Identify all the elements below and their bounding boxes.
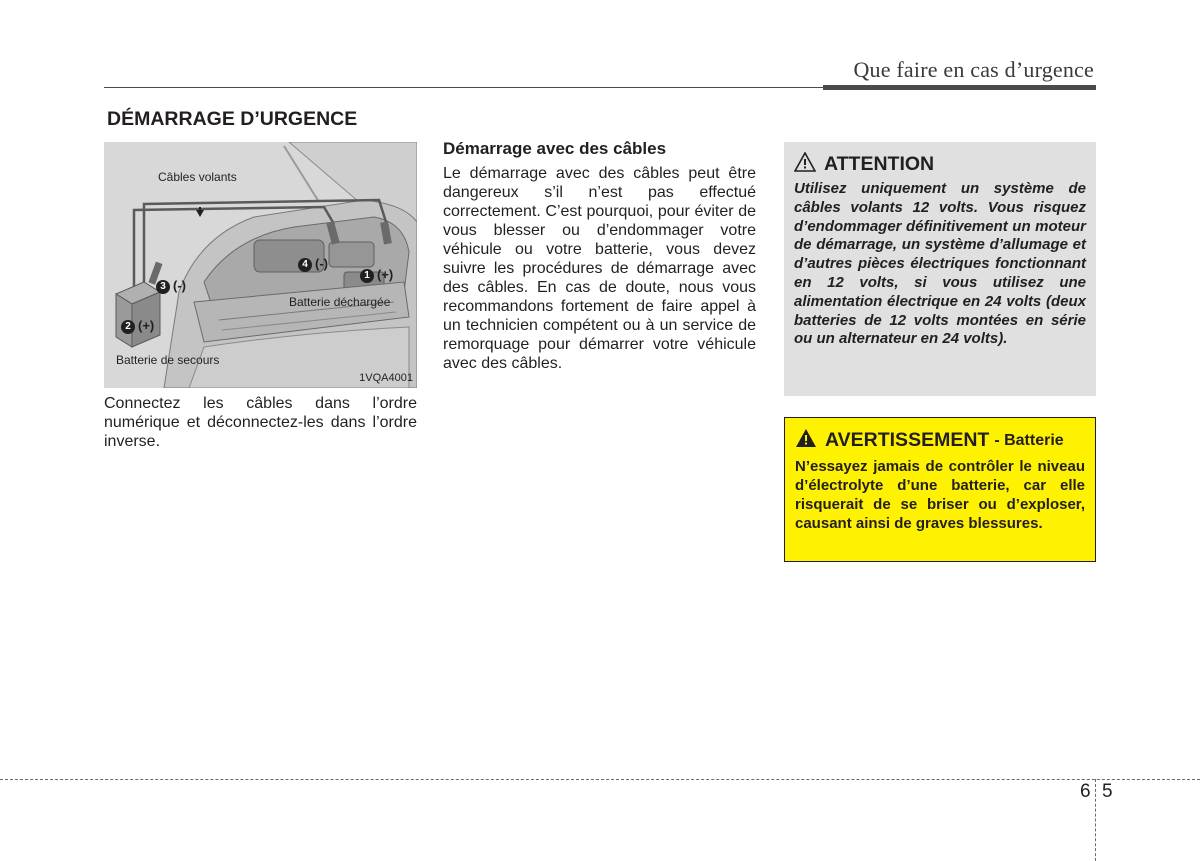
page-header-title: Que faire en cas d’urgence — [853, 57, 1094, 82]
callout-4-polarity: (-) — [315, 256, 328, 271]
jump-start-illustration — [104, 142, 417, 388]
callout-3-number: 3 — [156, 280, 170, 294]
discharged-battery-label: Batterie déchargée — [289, 295, 391, 309]
page-number: 5 — [1102, 781, 1113, 802]
callout-1-polarity: (+) — [377, 267, 394, 282]
figure-code: 1VQA4001 — [359, 372, 413, 384]
section-title: DÉMARRAGE D’URGENCE — [107, 108, 358, 130]
attention-box — [784, 142, 1096, 396]
footer-divider — [0, 779, 1200, 780]
callout-3 — [156, 278, 186, 294]
attention-header — [794, 152, 1086, 177]
warning-box — [784, 417, 1096, 562]
callout-4 — [298, 256, 328, 272]
figure-caption: Connectez les câbles dans l’ordre numérique et déconnectez-les dans l’ordre inverse. — [104, 395, 417, 450]
attention-text: Utilisez uniquement un système de câbles volants 12 volts. Vous risquez d’endommager définitivement un moteur de démarrage, un système d’allumage et d’autres pièces électriques fonctionnant en 12 volts, si vous utilisez une alimentation électrique en 24 volts (deux batteries de 12 volts montées en série ou un alternateur en 24 volts). — [794, 180, 1086, 348]
callout-2 — [121, 318, 154, 334]
callout-2-number: 2 — [121, 320, 135, 334]
caution-triangle-icon — [794, 152, 816, 177]
warning-triangle-icon — [795, 428, 817, 453]
callout-1 — [360, 267, 393, 283]
cables-label: Câbles volants — [158, 170, 237, 184]
header-rule-accent — [823, 85, 1096, 90]
callout-1-number: 1 — [360, 269, 374, 283]
warning-text: N’essayez jamais de contrôler le niveau d’électrolyte d’une batterie, car elle risquerait de se briser ou d’exploser, causant ainsi de graves blessures. — [795, 458, 1085, 532]
footer-page-divider — [1095, 779, 1096, 861]
subsection-heading: Démarrage avec des câbles — [443, 139, 667, 158]
warning-subtitle: - Batterie — [994, 431, 1064, 449]
callout-2-polarity: (+) — [138, 318, 155, 333]
subsection-body: Le démarrage avec des câbles peut être dangereux s’il n’est pas effectué correctement. C’est pourquoi, pour éviter de vous blesser ou d’endommager votre véhicule ou votre batterie, vous devez suivre les procédures de démarrage avec des câbles. En cas de doute, nous vous recommandons fortement de faire appel à un technicien compétent ou à un service de remorquage pour démarrer votre véhicule avec des câbles. — [443, 165, 756, 372]
warning-title: AVERTISSEMENT — [825, 429, 990, 451]
backup-battery-label: Batterie de secours — [116, 353, 220, 367]
car-engine-drawing — [104, 142, 417, 388]
callout-3-polarity: (-) — [173, 278, 186, 293]
warning-header — [795, 428, 1085, 453]
attention-title: ATTENTION — [824, 153, 935, 175]
chapter-number: 6 — [1080, 781, 1091, 802]
callout-4-number: 4 — [298, 258, 312, 272]
